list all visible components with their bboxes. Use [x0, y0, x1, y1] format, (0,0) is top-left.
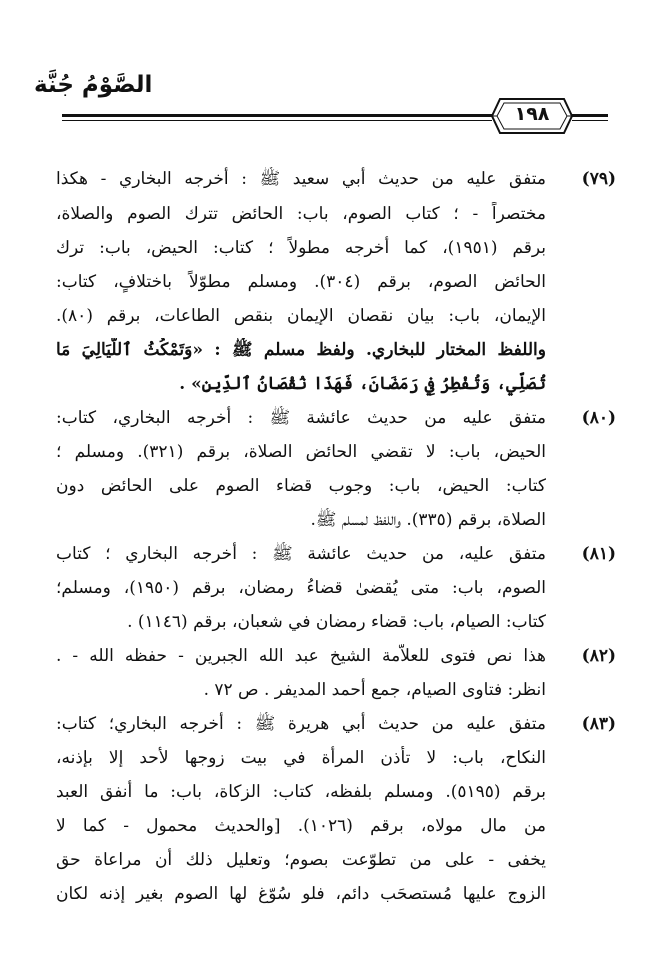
- note-number: (٧٩): [581, 169, 616, 189]
- note-line: هذا نص فتوى للعلاّمة الشيخ عبد الله الجبرين - حفظه الله - .: [56, 646, 546, 666]
- page-number: ١٩٨: [514, 103, 550, 125]
- note-line: مختصراً - ؛ كتاب الصوم، باب: الحائض تترك الصوم والصلاة،: [56, 204, 546, 224]
- note-number: (٨٣): [581, 714, 616, 734]
- note-line: برقم (٥١٩٥). ومسلم بلفظه، كتاب: الزكاة، باب: ما أنفق العبد: [56, 782, 546, 802]
- note-line: الصلاة، برقم (٣٣٥). واللفظ لمسلم ﷺ.: [310, 510, 546, 530]
- note-line: الزوج عليها مُستصحَب دائم، فلو سُوّغ لها الصوم بغير إذنه لكان: [56, 884, 546, 904]
- note-line: الإيمان، باب: بيان نقصان الإيمان بنقص الطاعات، برقم (٨٠).: [56, 306, 546, 326]
- note-line: النكاح، باب: لا تأذن المرأة في بيت زوجها لأحد إلا بإذنه،: [56, 748, 546, 768]
- running-title: الصَّوْمُ جُنَّة: [34, 72, 153, 98]
- note-number: (٨٢): [581, 646, 616, 666]
- page-number-frame: [490, 97, 574, 135]
- header-rule-left-thin: [62, 120, 492, 121]
- note-line: الحائض الصوم، برقم (٣٠٤). ومسلم مطوّلاً باختلافٍ، كتاب:: [56, 272, 546, 292]
- note-line: يخفى - على من تطوّعت بصوم؛ وتعليل ذلك أن مراعاة حق: [56, 850, 546, 870]
- note-line: من مال مولاه، برقم (١٠٢٦). [والحديث محمول - كما لا: [56, 816, 546, 836]
- note-number: (٨٠): [581, 408, 616, 428]
- header-rule-right-thick: [572, 114, 608, 117]
- note-line: متفق عليه من حديث أبي سعيد ﷺ : أخرجه البخاري - هكذا: [56, 169, 546, 189]
- note-line: كتاب: الصيام، باب: قضاء رمضان في شعبان، برقم (١١٤٦) .: [127, 612, 546, 632]
- header-rule-right-thin: [572, 120, 608, 121]
- note-line: تُصَلِّي، وَتُفْطِرُ فِي رَمَضَانَ، فَهَذَا نُقْصَانُ ٱلدِّينِ» .: [179, 374, 546, 394]
- note-line: متفق عليه، من حديث عائشة ﷺ : أخرجه البخاري ؛ كتاب: [56, 544, 546, 564]
- note-line: الصوم، باب: متى يُقضىٰ قضاءُ رمضان، برقم (١٩٥٠)، ومسلم؛: [56, 578, 546, 598]
- note-line: برقم (١٩٥١)، كما أخرجه مطولاً ؛ كتاب: الحيض، باب: ترك: [56, 238, 546, 258]
- note-line: متفق عليه من حديث أبي هريرة ﷺ : أخرجه البخاري؛ كتاب:: [56, 714, 546, 734]
- note-line: انظر: فتاوى الصيام، جمع أحمد المديفر . ص ٧٢ .: [203, 680, 546, 700]
- header-rule-left-thick: [62, 114, 492, 117]
- note-line: واللفظ المختار للبخاري. ولفظ مسلم ﷺ : «وَتَمْكُثُ ٱللَّيَالِيَ مَا: [56, 340, 546, 360]
- note-line: الحيض، باب: لا تقضي الحائض الصلاة، برقم (٣٢١). ومسلم ؛: [56, 442, 546, 462]
- note-line: متفق عليه من حديث عائشة ﷺ : أخرجه البخاري، كتاب:: [56, 408, 546, 428]
- note-line: كتاب: الحيض، باب: وجوب قضاء الصوم على الحائض دون: [56, 476, 546, 496]
- note-number: (٨١): [581, 544, 616, 564]
